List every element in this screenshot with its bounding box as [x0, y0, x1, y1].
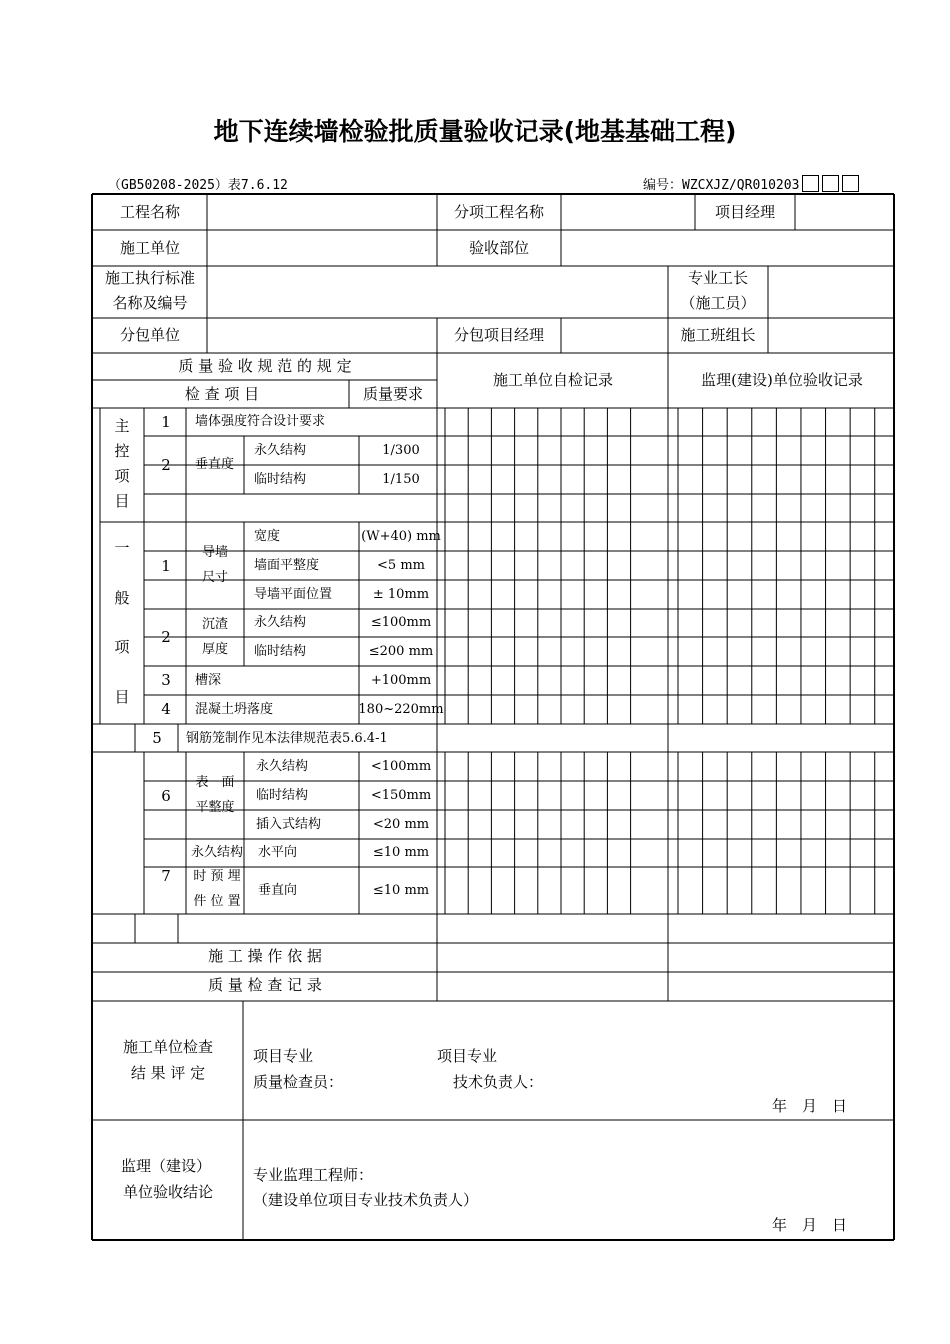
g1-req-3: ± 10mm	[372, 587, 430, 602]
g6-req-3: <20 mm	[372, 817, 430, 832]
label-foreman-1: 专业工长	[687, 269, 749, 287]
label-foreman-2: （施工员）	[680, 294, 756, 312]
g7-req-1: ≤10 mm	[372, 845, 430, 860]
g7-sub-1: 水平向	[258, 845, 298, 860]
sup-line-2: 单位验收结论	[122, 1183, 214, 1201]
label-supervision-check: 监理(建设)单位验收记录	[701, 371, 863, 389]
self-result-1: 施工单位检查	[122, 1038, 214, 1056]
main-sub-2: 临时结构	[254, 472, 307, 487]
main-no-2: 2	[161, 456, 171, 474]
main-label-4: 目	[114, 492, 130, 510]
label-self-check: 施工单位自检记录	[492, 371, 614, 389]
g4-name: 混凝土坍落度	[195, 702, 274, 717]
g1-sub-1: 宽度	[254, 529, 281, 544]
main-label-2: 控	[114, 442, 130, 460]
g2-sub-1: 永久结构	[254, 615, 307, 630]
g2-name-2: 厚度	[201, 642, 229, 657]
g6-sub-1: 永久结构	[256, 759, 309, 774]
pro-line-2: 质量检查员：	[253, 1073, 344, 1091]
general-label-3: 项	[114, 638, 130, 656]
g6-req-1: <100mm	[370, 759, 432, 774]
g1-name-2: 尺寸	[201, 570, 229, 585]
g1-no: 1	[161, 557, 171, 575]
main-req-1: 1/300	[382, 443, 420, 458]
pro-tech-1: 项目专业	[437, 1047, 498, 1065]
g5-no: 5	[152, 729, 162, 747]
label-sub-project-name: 分项工程名称	[453, 203, 545, 221]
pro-tech-2: 技术负责人：	[453, 1073, 544, 1091]
main-no-1: 1	[161, 413, 171, 431]
sup-engineer: 专业监理工程师：	[253, 1166, 374, 1184]
page-title: 地下连续墙检验批质量验收记录(地基基础工程)	[213, 117, 737, 146]
label-standard-2: 名称及编号	[112, 294, 188, 312]
label-basis: 施 工 操 作 依 据	[208, 947, 322, 965]
main-text-1: 墙体强度符合设计要求	[195, 414, 326, 429]
label-record: 质 量 检 查 记 录	[208, 976, 322, 994]
g2-no: 2	[161, 628, 171, 646]
g7-name-3: 件 位 置	[193, 894, 241, 909]
g5-name: 钢筋笼制作见本法律规范表5.6.4-1	[186, 731, 388, 746]
label-check-item: 检 查 项 目	[184, 385, 260, 403]
g1-name-1: 导墙	[201, 545, 229, 560]
sup-line-1: 监理（建设）	[120, 1157, 212, 1175]
main-text-2: 垂直度	[195, 457, 235, 472]
serial-label: 编号：WZCXJZ/QR010203	[643, 178, 800, 193]
g4-no: 4	[161, 700, 171, 718]
g6-no: 6	[161, 787, 171, 805]
label-project-manager: 项目经理	[714, 203, 776, 221]
g7-name-1: 永久结构	[190, 845, 244, 860]
date-2: 年 月 日	[772, 1216, 848, 1234]
g7-name-2: 时 预 埋	[193, 869, 241, 884]
g4-req: 180~220mm	[358, 702, 444, 717]
label-quality-req: 质量要求	[362, 385, 424, 403]
g6-req-2: <150mm	[370, 788, 432, 803]
main-label-3: 项	[114, 467, 130, 485]
g7-no: 7	[161, 867, 171, 885]
g3-name: 槽深	[195, 673, 222, 688]
general-label-1: 一	[114, 539, 130, 557]
g2-sub-2: 临时结构	[254, 644, 307, 659]
label-standard-1: 施工执行标准	[104, 269, 196, 287]
g1-sub-3: 导墙平面位置	[254, 587, 333, 602]
g7-req-2: ≤10 mm	[372, 883, 430, 898]
standard-reference: （GB50208-2025）表7.6.12	[108, 178, 288, 193]
general-label-4: 目	[114, 688, 130, 706]
g1-sub-2: 墙面平整度	[254, 558, 320, 573]
g2-req-1: ≤100mm	[370, 615, 432, 630]
label-subcontract-manager: 分包项目经理	[453, 326, 545, 344]
g6-sub-2: 临时结构	[256, 788, 309, 803]
g3-no: 3	[161, 671, 171, 689]
main-label-1: 主	[114, 417, 130, 435]
sup-owner: （建设单位项目专业技术负责人）	[253, 1191, 479, 1209]
g2-name-1: 沉渣	[201, 617, 229, 632]
g6-sub-3: 插入式结构	[256, 817, 322, 832]
g3-req: +100mm	[370, 673, 432, 688]
self-result-2: 结 果 评 定	[130, 1064, 206, 1082]
label-subcontract-unit: 分包单位	[119, 326, 181, 344]
general-label-2: 般	[114, 589, 130, 607]
label-team-leader: 施工班组长	[680, 326, 756, 344]
g2-req-2: ≤200 mm	[368, 644, 434, 659]
g6-name-2: 平整度	[195, 800, 235, 815]
pro-line-1: 项目专业	[253, 1047, 314, 1065]
main-sub-1: 永久结构	[254, 443, 307, 458]
label-project-name: 工程名称	[119, 203, 181, 221]
g1-req-2: <5 mm	[377, 558, 425, 573]
main-req-2: 1/150	[382, 472, 420, 487]
label-spec-rule: 质 量 验 收 规 范 的 规 定	[178, 357, 352, 375]
g7-sub-2: 垂直向	[258, 883, 298, 898]
label-acceptance-part: 验收部位	[468, 239, 530, 257]
date-1: 年 月 日	[772, 1097, 848, 1115]
label-construction-unit: 施工单位	[119, 239, 181, 257]
g1-req-1: (W+40) mm	[361, 529, 441, 544]
g6-name-1: 表 面	[195, 775, 235, 790]
